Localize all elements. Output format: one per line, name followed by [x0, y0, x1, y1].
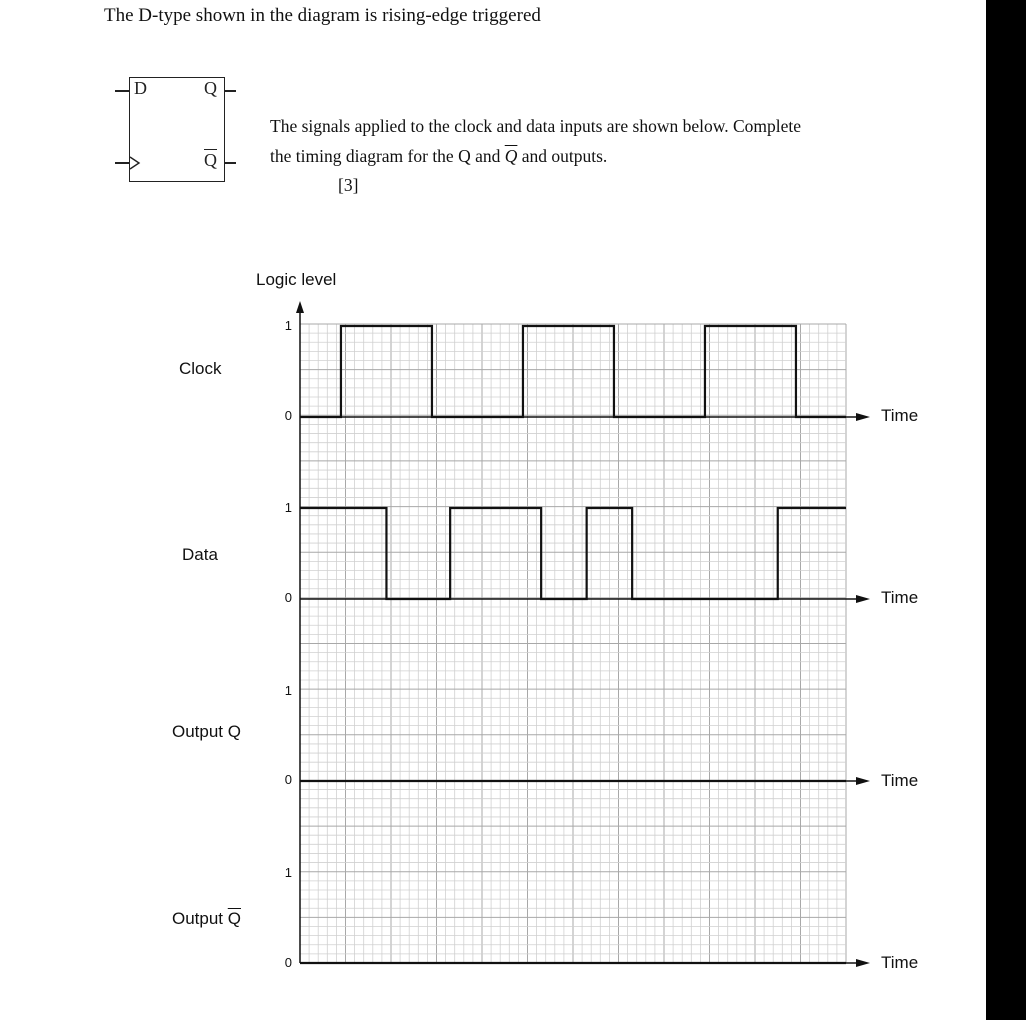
- tick-label-1: 1: [284, 318, 292, 333]
- x-axis-label-time: Time: [881, 406, 919, 425]
- time-axis-arrow-icon: [856, 959, 870, 967]
- qbar-output-label: $\overline{Q}$: [204, 150, 217, 170]
- marks: [3]: [338, 175, 359, 195]
- tick-label-0: 0: [284, 955, 292, 970]
- scan-edge-bar: [986, 0, 1026, 1020]
- y-axis-title: Logic level: [256, 270, 337, 289]
- tick-label-1: 1: [284, 683, 292, 698]
- x-axis-label-time: Time: [881, 588, 919, 607]
- tick-label-0: 0: [284, 772, 292, 787]
- qbar-symbol: $\overline{Q}$: [504, 146, 518, 166]
- signal-label-output-q: Output Q: [172, 722, 241, 741]
- y-axis-arrow-icon: [296, 301, 304, 313]
- tick-label-1: 1: [284, 865, 292, 880]
- d-input-label: D: [134, 78, 147, 98]
- signal-label-data: Data: [182, 545, 218, 564]
- qbar-symbol: $\overline{Q}$: [227, 909, 241, 928]
- time-axis-arrow-icon: [856, 595, 870, 603]
- question-heading: The D-type shown in the diagram is rising-edge triggered: [104, 5, 541, 26]
- instruction-text: the timing diagram for the Q and: [270, 146, 505, 166]
- time-axis-arrow-icon: [856, 777, 870, 785]
- signal-label-clock: Clock: [179, 359, 222, 378]
- instruction-line-1: The signals applied to the clock and data inputs are shown below. Complete: [270, 116, 802, 136]
- tick-label-1: 1: [284, 500, 292, 515]
- x-axis-label-time: Time: [881, 771, 919, 790]
- q-output-label: Q: [204, 78, 217, 98]
- output-label-prefix: Output: [172, 909, 228, 928]
- time-axis-arrow-icon: [856, 413, 870, 421]
- x-axis-label-time: Time: [881, 953, 919, 972]
- instruction-text-end: and outputs.: [517, 146, 608, 166]
- signal-label-output-qbar: [172, 909, 241, 929]
- tick-label-0: 0: [284, 590, 292, 605]
- tick-label-0: 0: [284, 408, 292, 423]
- grid: [300, 324, 846, 963]
